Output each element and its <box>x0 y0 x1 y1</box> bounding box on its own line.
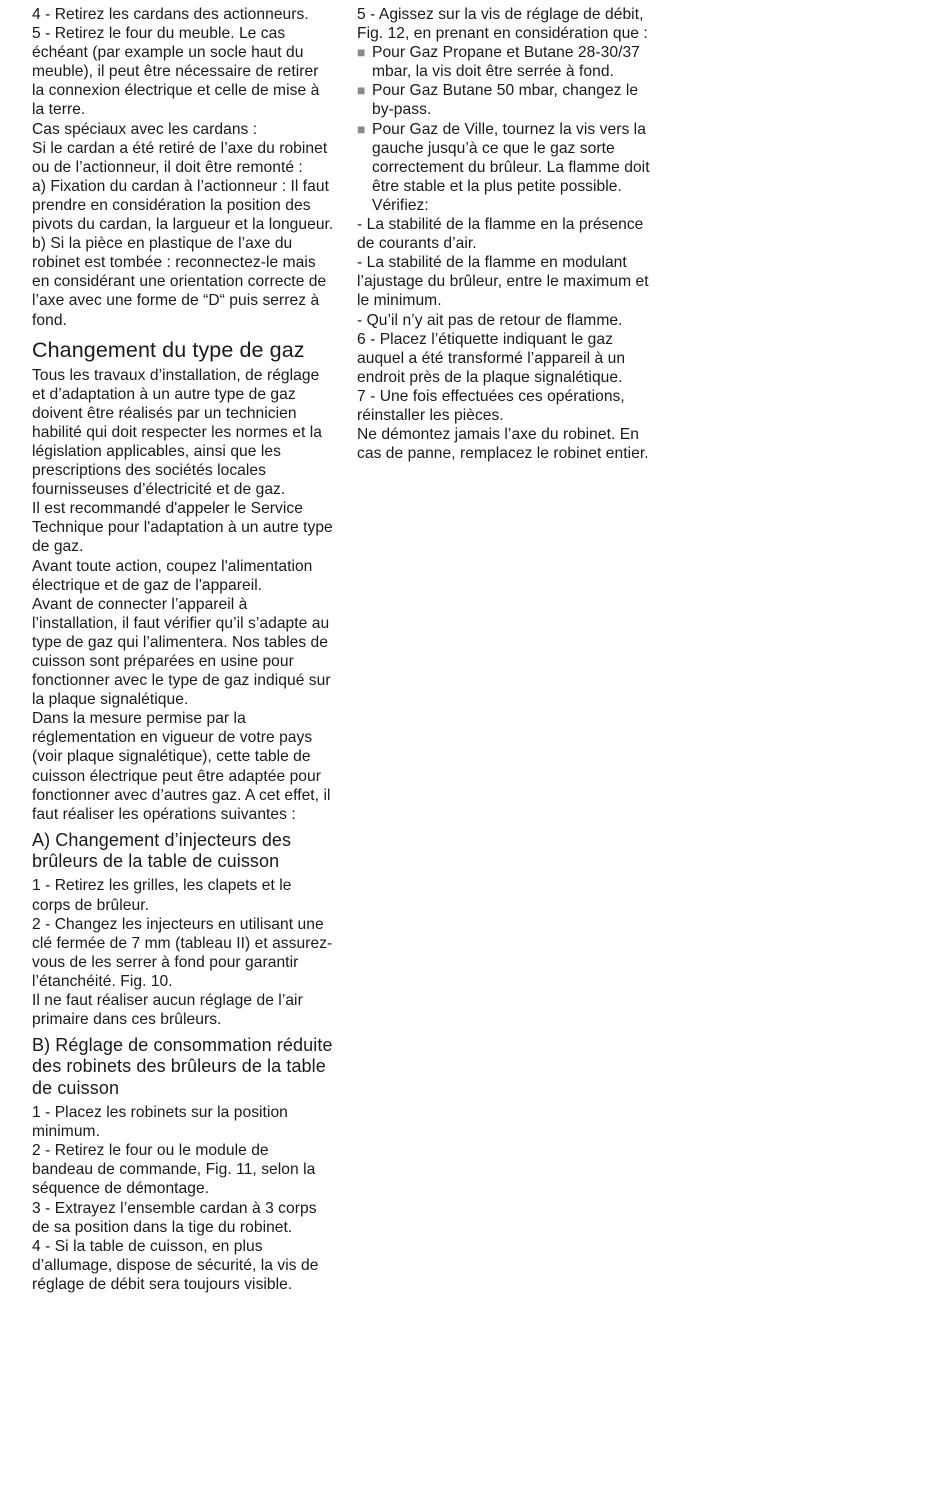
step-6-paragraph: 6 - Placez l’étiquette indiquant le gaz auquel a été transformé l’appareil à un endroit près de la plaque signalétique. <box>357 330 626 386</box>
a-step-1-paragraph: 1 - Retirez les grilles, les clapets et le corps de brûleur. <box>32 877 292 914</box>
a-step-2-paragraph: 2 - Changez les injecteurs en utilisant une clé fermée de 7 mm (tableau II) et assurez-vous de les serrer à fond pour garantir l’étanchéité. Fig. 10. <box>32 915 333 990</box>
bullet-item-town-gas <box>357 120 663 215</box>
plastic-piece-paragraph: b) Si la pièce en plastique de l’axe du robinet est tombée : reconnectez-le mais en considérant une orientation correcte de l’axe avec une forme de “D“ puis serrez à fond. <box>32 235 327 329</box>
step-4-paragraph: 4 - Retirez les cardans des actionneurs. <box>32 6 309 23</box>
installation-paragraph: Tous les travaux d’installation, de réglage et d’adaptation à un autre type de gaz doivent être réalisés par un technicien habilité qui doit respecter les normes et la législation applicables, ainsi que les prescriptions des sociétés locales fournisseuses d’électricité et de gaz. <box>32 366 322 499</box>
left-column <box>32 5 334 1294</box>
cardan-removed-paragraph: Si le cardan a été retiré de l’axe du robinet ou de l’actionneur, il doit être remonté : <box>32 139 328 176</box>
bullet-item-butane <box>357 81 663 119</box>
subsection-a-title: A) Changement d’injecteurs des brûleurs de la table de cuisson <box>32 829 292 872</box>
service-paragraph: Il est recommandé d'appeler le Service Technique pour l'adaptation à un autre type de gaz. <box>32 500 333 556</box>
check-item: - La stabilité de la flamme en modulant l’ajustage du brûleur, entre le maximum et le minimum. <box>357 254 649 310</box>
bullet-item-propane <box>357 43 663 81</box>
bullet-text: Pour Gaz Butane 50 mbar, changez le by-pass. <box>372 82 639 119</box>
right-column <box>357 5 663 463</box>
step-7-paragraph: 7 - Une fois effectuées ces opérations, réinstaller les pièces. <box>357 387 625 424</box>
step-5-adjust-paragraph: 5 - Agissez sur la vis de réglage de débit, Fig. 12, en prenant en considération que : <box>357 6 648 43</box>
square-bullet-icon: ■ <box>357 120 366 137</box>
check-item: - Qu’il n’y ait pas de retour de flamme. <box>357 311 623 329</box>
adaptation-paragraph: Dans la mesure permise par la réglementation en vigueur de votre pays (voir plaque signalétique), cette table de cuisson électrique peut être adaptée pour fonctionner avec d’autres gaz. A cet effet, il faut réaliser les opérations suivantes : <box>32 710 331 823</box>
gas-check-paragraph: Avant de connecter l’appareil à l’installation, il faut vérifier qu’il s’adapte au type de gaz qui l’alimentera. Nos tables de cuisson sont préparées en usine pour fonctionner avec le type de gaz indiqué sur la plaque signalétique. <box>32 595 331 709</box>
power-off-paragraph: Avant toute action, coupez l'alimentation électrique et de gaz de l'appareil. <box>32 557 313 594</box>
step-5-paragraph: 5 - Retirez le four du meuble. Le cas échéant (par example un socle haut du meuble), il peut être nécessaire de retirer la connexion électrique et celle de mise à la terre. <box>32 25 320 119</box>
b-step-4-paragraph: 4 - Si la table de cuisson, en plus d’allumage, dispose de sécurité, la vis de réglage de débit sera toujours visible. <box>32 1237 319 1293</box>
warning-paragraph: Ne démontez jamais l’axe du robinet. En cas de panne, remplacez le robinet entier. <box>357 426 649 463</box>
section-title: Changement du type de gaz <box>32 337 305 362</box>
b-step-3-paragraph: 3 - Extrayez l’ensemble cardan à 3 corps de sa position dans la tige du robinet. <box>32 1199 317 1236</box>
b-step-1-paragraph: 1 - Placez les robinets sur la position minimum. <box>32 1104 288 1141</box>
special-cases-paragraph: Cas spéciaux avec les cardans : <box>32 120 258 138</box>
cardan-fixation-paragraph: a) Fixation du cardan à l’actionneur : Il faut prendre en considération la position des pivots du cardan, la largueur et la longueur. <box>32 177 334 234</box>
a-air-note-paragraph: Il ne faut réaliser aucun réglage de l’air primaire dans ces brûleurs. <box>32 992 303 1029</box>
bullet-text: Pour Gaz de Ville, tournez la vis vers la gauche jusqu’à ce que le gaz sorte correctement du brûleur. La flamme doit être stable et la plus petite possible. Vérifiez: <box>372 120 650 214</box>
b-step-2-paragraph: 2 - Retirez le four ou le module de bandeau de commande, Fig. 11, selon la séquence de démontage. <box>32 1142 316 1198</box>
subsection-b-title: B) Réglage de consommation réduite des robinets des brûleurs de la table de cuisson <box>32 1035 333 1098</box>
square-bullet-icon: ■ <box>357 44 366 61</box>
square-bullet-icon: ■ <box>357 82 366 99</box>
bullet-text: Pour Gaz Propane et Butane 28-30/37 mbar, la vis doit être serrée à fond. <box>372 44 640 81</box>
check-item: - La stabilité de la flamme en la présence de courants d’air. <box>357 216 644 253</box>
